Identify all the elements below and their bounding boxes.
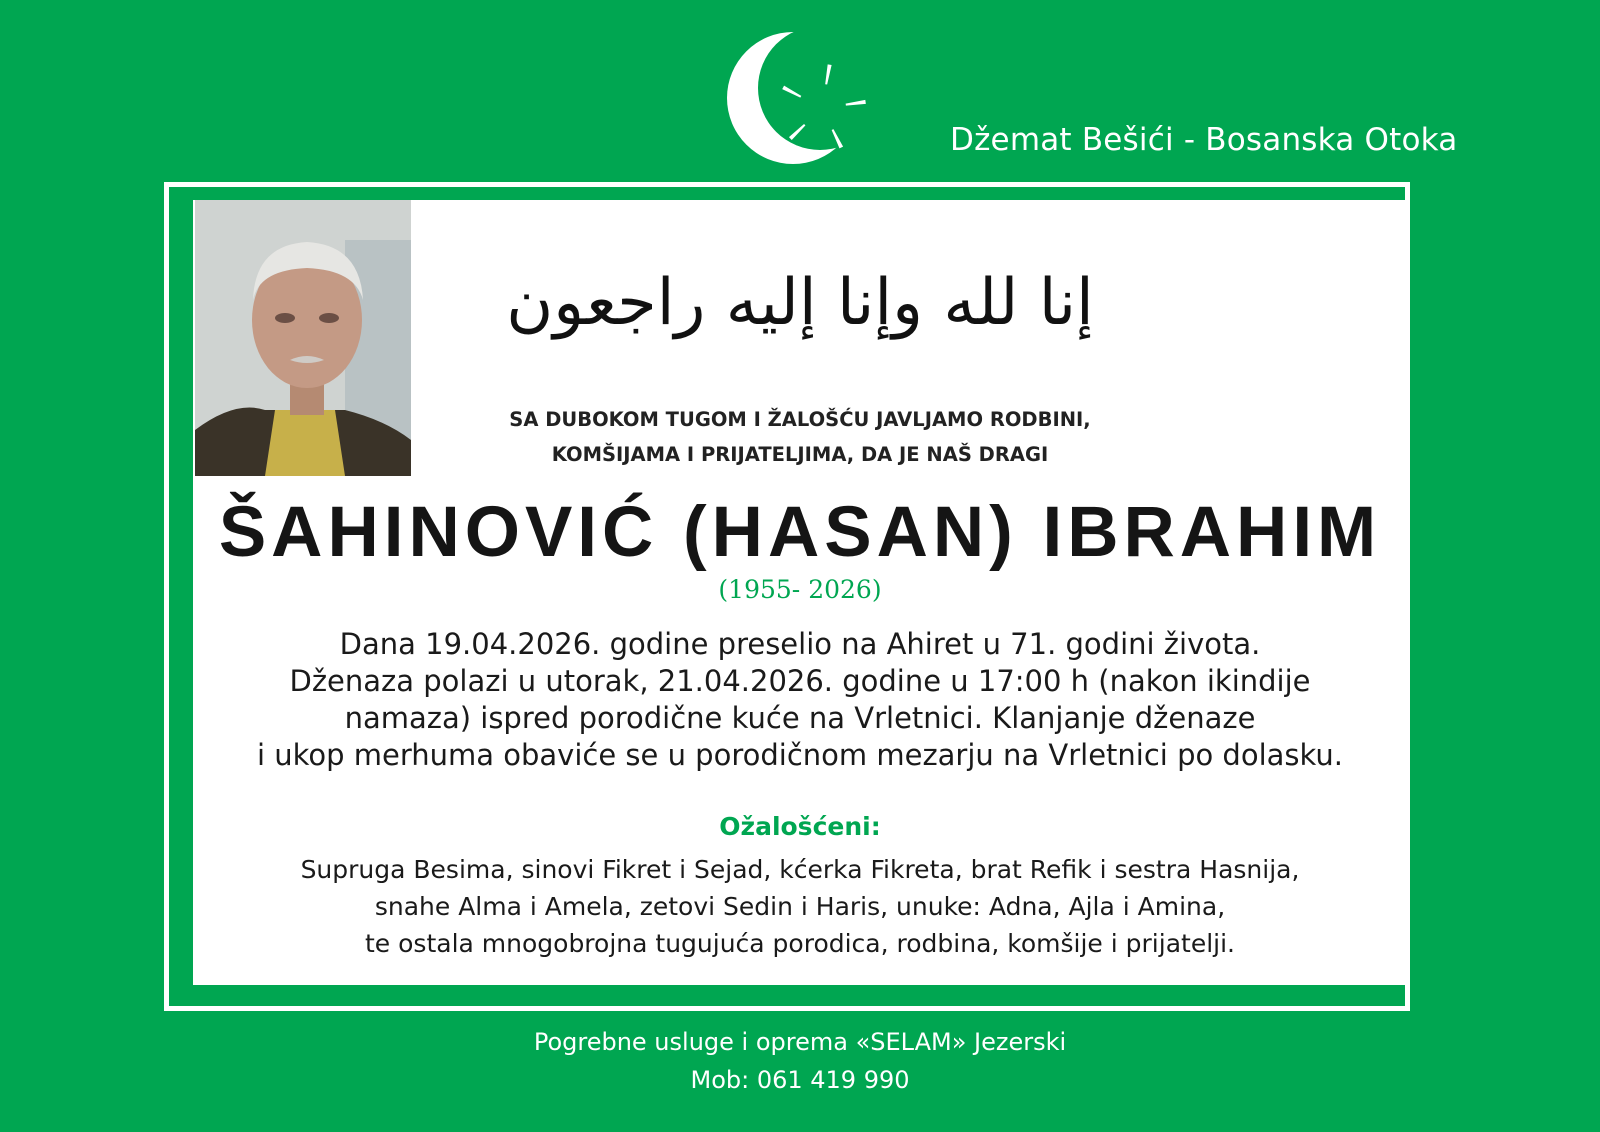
mourners-list	[193, 851, 1407, 962]
deceased-years: (1955- 2026)	[718, 575, 882, 604]
announcement-text	[193, 626, 1407, 774]
funeral-service-name: Pogrebne usluge i oprema «SELAM» Jezerski	[533, 1028, 1067, 1056]
intro-line-2: KOMŠIJAMA I PRIJATELJIMA, DA JE NAŠ DRAGI	[551, 443, 1049, 466]
deceased-photo	[195, 200, 411, 476]
intro-line-1: SA DUBOKOM TUGOM I ŽALOŠĆU JAVLJAMO RODBINI,	[509, 408, 1091, 431]
crescent-star-icon	[725, 28, 875, 168]
announcement-line: Dana 19.04.2026. godine preselio na Ahiret u 71. godini života.	[339, 627, 1261, 661]
mourners-title: Ožalošćeni:	[719, 812, 881, 841]
deceased-name: ŠAHINOVIĆ (HASAN) IBRAHIM	[218, 493, 1382, 572]
funeral-service-phone: Mob: 061 419 990	[690, 1066, 910, 1094]
mourners-line: Supruga Besima, sinovi Fikret i Sejad, kćerka Fikreta, brat Refik i sestra Hasnija,	[300, 855, 1300, 884]
announcement-line: i ukop merhuma obaviće se u porodičnom mezarju na Vrletnici po dolasku.	[256, 738, 1344, 772]
mourners-line: snahe Alma i Amela, zetovi Sedin i Haris, unuke: Adna, Ajla i Amina,	[374, 892, 1226, 921]
announcement-line: namaza) ispred porodične kuće na Vrletnici. Klanjanje dženaze	[344, 701, 1256, 735]
calligraphy-text: إنا لله وإنا إليه راجعون	[506, 266, 1094, 340]
arabic-calligraphy	[490, 233, 1110, 373]
organization-name: Džemat Bešići - Bosanska Otoka	[950, 122, 1458, 158]
mourners-line: te ostala mnogobrojna tugujuća porodica, rodbina, komšije i prijatelji.	[365, 929, 1235, 958]
announcement-line: Dženaza polazi u utorak, 21.04.2026. godine u 17:00 h (nakon ikindije	[289, 664, 1311, 698]
